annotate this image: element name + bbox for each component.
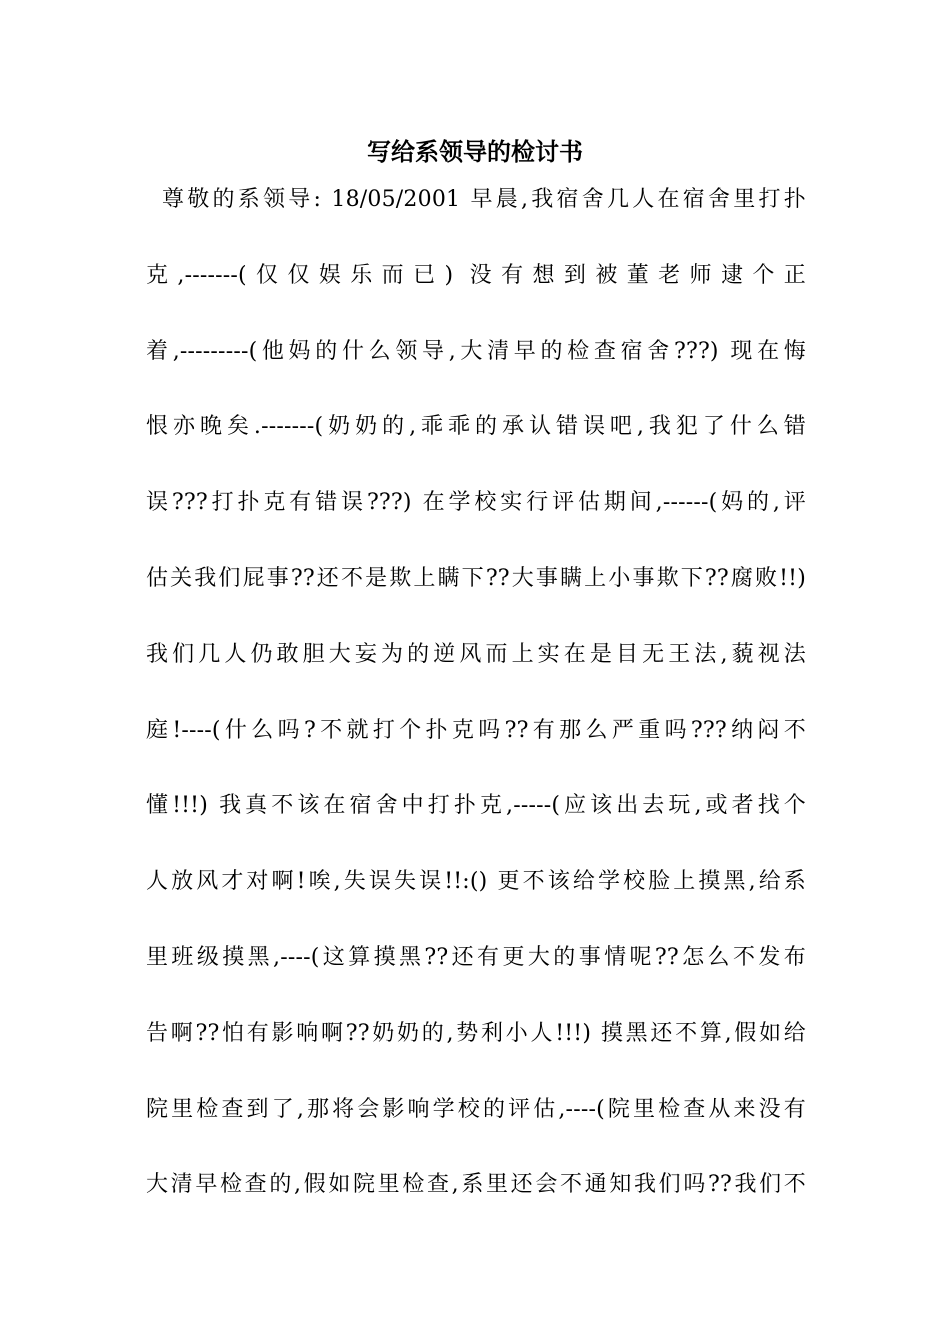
body-line-10: 人放风才对啊!唉,失误失误!!:() 更不该给学校脸上摸黑,给系: [146, 869, 806, 895]
body-line-14: 大清早检查的,假如院里检查,系里还会不通知我们吗??我们不: [146, 1172, 806, 1198]
body-line-4: 恨亦晚矣.-------(奶奶的,乖乖的承认错误吧,我犯了什么错: [146, 414, 806, 440]
body-line-2: 克,-------(仅仅娱乐而已) 没有想到被董老师逮个正: [146, 262, 806, 288]
body-line-1: 尊敬的系领导: 18/05/2001 早晨,我宿舍几人在宿舍里打扑: [162, 187, 806, 212]
body-line-5: 误???打扑克有错误???) 在学校实行评估期间,------(妈的,评: [146, 490, 806, 516]
body-line-8: 庭!----(什么吗?不就打个扑克吗??有那么严重吗???纳闷不: [146, 717, 806, 743]
body-line-3: 着,---------(他妈的什么领导,大清早的检查宿舍???) 现在悔: [146, 338, 806, 364]
body-line-9: 懂!!!) 我真不该在宿舍中打扑克,-----(应该出去玩,或者找个: [146, 793, 806, 819]
body-line-11: 里班级摸黑,----(这算摸黑??还有更大的事情呢??怎么不发布: [146, 944, 806, 970]
document-title: 写给系领导的检讨书: [367, 137, 583, 166]
document-body: [146, 184, 806, 1245]
body-line-7: 我们几人仍敢胆大妄为的逆风而上实在是目无王法,藐视法: [146, 641, 806, 667]
body-line-6: 估关我们屁事??还不是欺上瞒下??大事瞒上小事欺下??腐败!!): [146, 565, 806, 591]
body-line-13: 院里检查到了,那将会影响学校的评估,----(院里检查从来没有: [146, 1096, 806, 1122]
body-line-12: 告啊??怕有影响啊??奶奶的,势利小人!!!) 摸黑还不算,假如给: [146, 1020, 806, 1046]
